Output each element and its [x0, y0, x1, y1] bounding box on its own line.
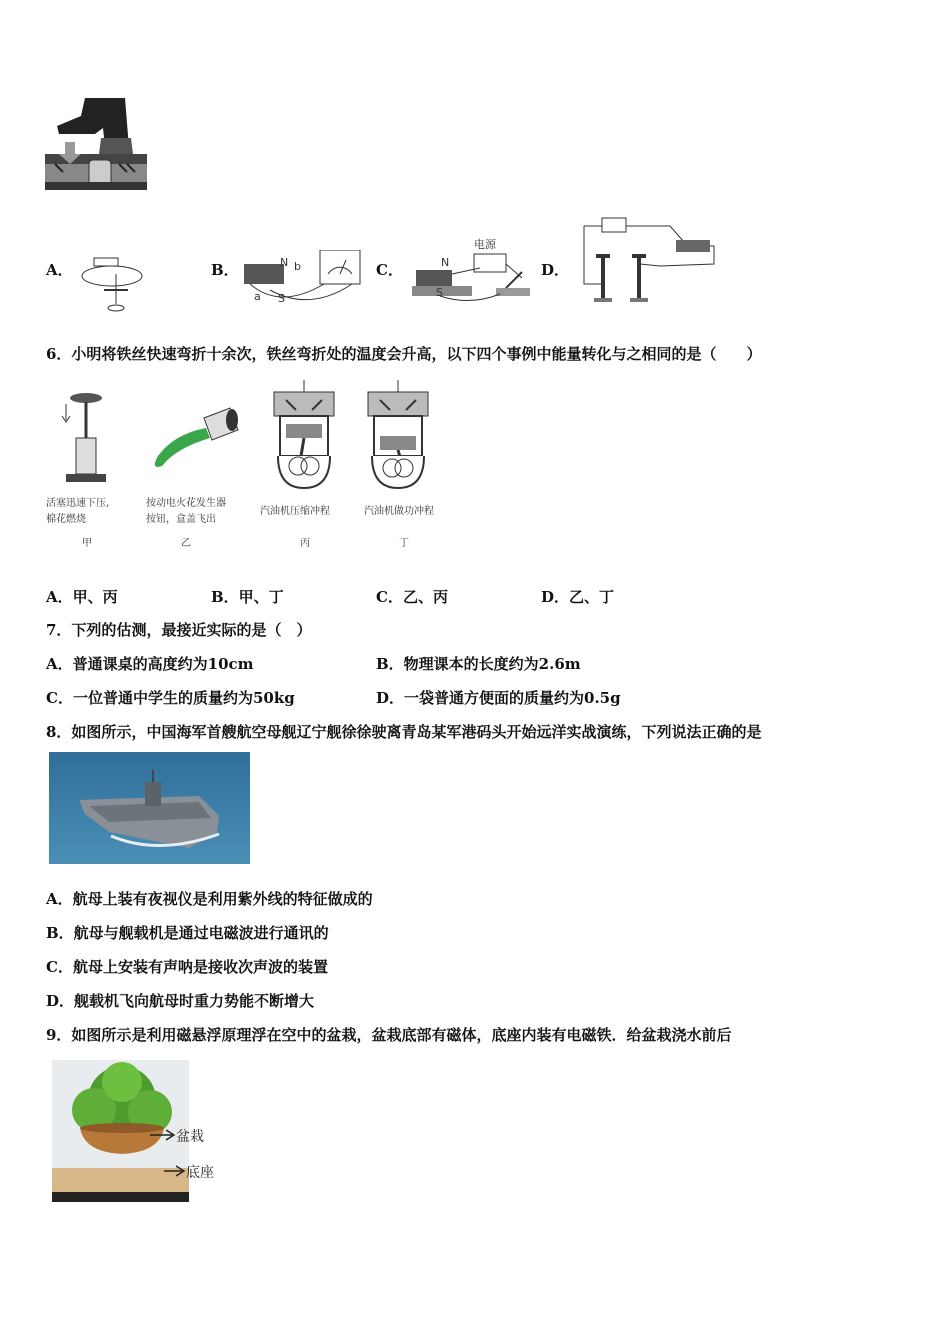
q6-figure-power-stroke — [364, 380, 432, 490]
q6-fig2-caption-line2: 按钮，盒盖飞出 — [146, 514, 216, 525]
q6-fig4-caption: 汽油机做功冲程 — [364, 506, 434, 517]
q8-option-b[interactable]: B．航母与舰载机是通过电磁波进行通讯的 — [46, 924, 329, 942]
q5-c-label-power: 电源 — [474, 238, 496, 251]
q7-option-a[interactable]: A．普通课桌的高度约为10cm — [46, 655, 254, 673]
q6-fig3-caption: 汽油机压缩冲程 — [260, 506, 330, 517]
q6-fig1-caption-line2: 棉花燃烧 — [46, 514, 86, 525]
q5-option-d-label[interactable]: D． — [541, 261, 570, 279]
q9-base-pointer-arrow — [164, 1164, 186, 1178]
q6-option-d[interactable]: D．乙、丁 — [541, 588, 615, 606]
q8-option-d[interactable]: D．舰载机飞向航母时重力势能不断增大 — [46, 992, 315, 1010]
q7-option-c[interactable]: C．一位普通中学生的质量约为50kg — [46, 689, 295, 707]
q5-b-label-n: N — [280, 256, 289, 269]
q5-figure-c — [410, 248, 536, 302]
footstep-device-figure — [45, 98, 147, 190]
q6-fig1-tag: 甲 — [82, 538, 92, 549]
q5-option-c-label[interactable]: C． — [376, 261, 403, 279]
q7-option-b[interactable]: B．物理课本的长度约为2.6m — [376, 655, 581, 673]
q8-stem: 8．如图所示，中国海军首艘航空母舰辽宁舰徐徐驶离青岛某军港码头开始远洋实战演练，下列说法正确的是 — [46, 723, 762, 741]
q5-figure-d — [580, 214, 716, 306]
q5-figure-a — [76, 246, 146, 314]
q7-option-d[interactable]: D．一袋普通方便面的质量约为0.5g — [376, 689, 621, 707]
q7-stem: 7．下列的估测，最接近实际的是（ ） — [46, 621, 312, 639]
q5-option-a-label[interactable]: A． — [46, 261, 73, 279]
q5-b-label-s: S — [278, 292, 285, 305]
q5-b-label-a: a — [254, 290, 261, 303]
q8-aircraft-carrier-photo — [49, 752, 250, 864]
q6-figure-compression-stroke — [270, 380, 338, 490]
q5-c-label-n: N — [441, 256, 450, 269]
q6-option-c[interactable]: C．乙、丙 — [376, 588, 448, 606]
q5-option-b-label[interactable]: B． — [211, 261, 239, 279]
q6-fig2-tag: 乙 — [181, 538, 191, 549]
q8-option-c[interactable]: C．航母上安装有声呐是接收次声波的装置 — [46, 958, 328, 976]
q6-figure-piston-pump — [56, 392, 116, 492]
q6-stem: 6．小明将铁丝快速弯折十余次，铁丝弯折处的温度会升高，以下四个事例中能量转化与之相同的是（ ） — [46, 345, 762, 363]
q9-pot-label: 盆栽 — [176, 1129, 204, 1145]
q6-option-b[interactable]: B．甲、丁 — [211, 588, 284, 606]
q6-fig4-tag: 丁 — [399, 538, 409, 549]
q5-b-label-b: b — [294, 260, 301, 273]
q8-option-a[interactable]: A．航母上装有夜视仪是利用紫外线的特征做成的 — [46, 890, 373, 908]
q9-stem: 9．如图所示是利用磁悬浮原理浮在空中的盆栽，盆栽底部有磁体，底座内装有电磁铁．给盆栽浇水前后 — [46, 1026, 732, 1044]
q5-c-label-s: S — [436, 286, 443, 299]
q6-option-a[interactable]: A．甲、丙 — [46, 588, 118, 606]
q6-fig3-tag: 丙 — [300, 538, 310, 549]
q9-pot-pointer-arrow — [150, 1128, 176, 1142]
q6-fig2-caption-line1: 按动电火花发生器 — [146, 498, 226, 509]
q6-fig1-caption-line1: 活塞迅速下压, — [46, 498, 110, 509]
q9-base-label: 底座 — [186, 1165, 214, 1181]
q6-figure-spark-generator — [144, 404, 240, 476]
